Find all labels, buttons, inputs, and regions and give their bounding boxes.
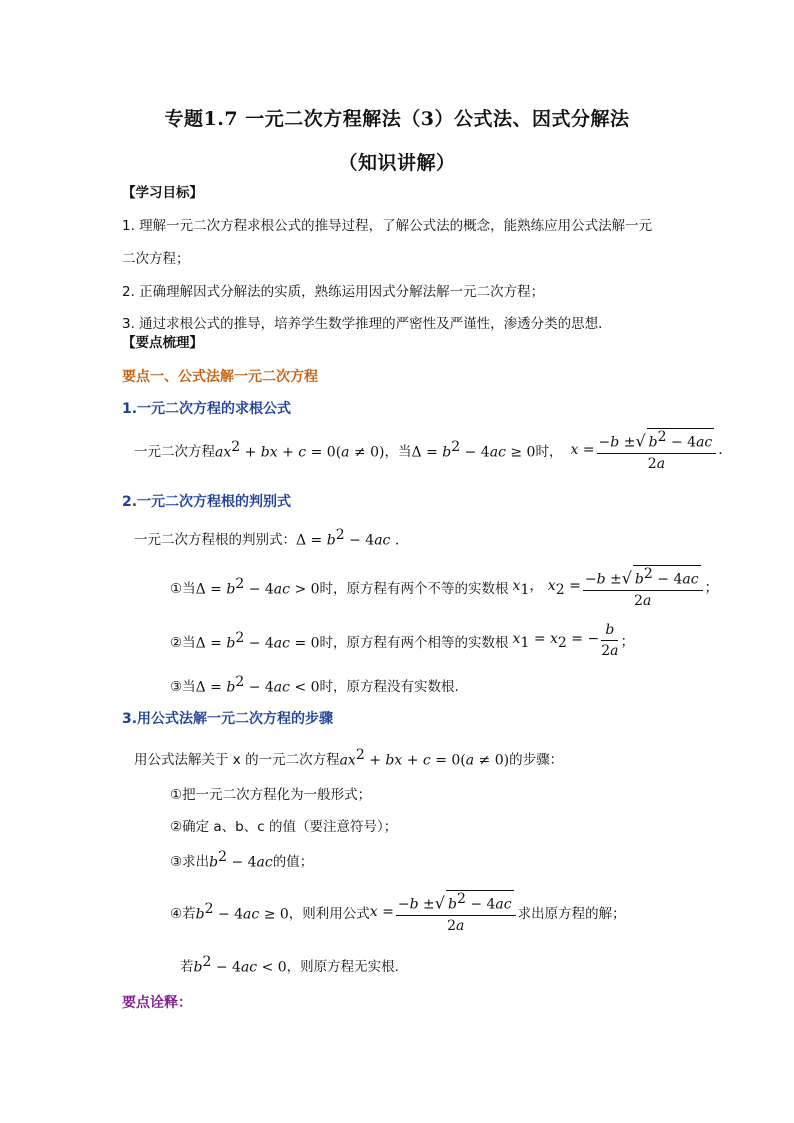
page-title: 专题1.7 一元二次方程解法（3）公式法、因式分解法 [164, 108, 630, 130]
root-formula-line: 一元二次方程 $ax^2$ + bx + c = 0(a ≠ 0) ，当 $\Delta = b^2 - 4ac \ge 0$ 时， x = $\frac{-b \pm√ b^2 - 4ac}{2a}$ . [134, 429, 723, 472]
case1-mid: 时，原方程有两个不等的实数根 [319, 580, 509, 597]
steps-post: 的步骤： [509, 751, 564, 768]
objective-2: 2. 正确理解因式分解法的实质，熟练运用因式分解法解一元二次方程； [122, 284, 545, 300]
step-3: ③求出 $b^2 - 4ac$ 的值； [170, 849, 314, 871]
objective-1a: 1. 理解一元二次方程求根公式的推导过程，了解公式法的概念，能熟练应用公式法解一元 [122, 218, 653, 234]
subheading-steps: 3.用公式法解一元二次方程的步骤 [122, 711, 334, 727]
case-equal-roots: ②当 $\Delta = b^2 - 4ac = 0$ 时，原方程有两个相等的实数根 $x_1 = x_2$ = − $\frac{b}{2a}$ ； [170, 622, 635, 659]
case1-fraction: $\frac{-b \pm√ b^2 - 4ac}{2a}$ [583, 565, 703, 609]
subheading-formula: 1.一元二次方程的求根公式 [122, 401, 292, 417]
formula-mid: ，当 [384, 443, 412, 460]
subheading-discriminant: 2.一元二次方程根的判别式 [122, 494, 292, 510]
discriminant-line [134, 527, 399, 549]
step-1: ①把一元二次方程化为一般形式； [170, 787, 372, 803]
discriminant-expression: $\Delta = b^2 - 4ac$ . [296, 527, 400, 549]
steps-pre: 用公式法解关于 x 的一元二次方程 [134, 751, 340, 768]
key-points-tag: 【要点梳理】 [122, 335, 203, 351]
key-notes-heading: 要点诠释： [122, 995, 192, 1011]
step-4: ④若 $b^2 - 4ac \ge 0$ ，则利用公式 x = $\frac{-b \pm√ b^2 - 4ac}{2a}$ 求出原方程的解； [170, 891, 626, 934]
steps-intro: 用公式法解关于 x 的一元二次方程 $ax^2$ + bx + c = 0(a ≠ 0) 的步骤： [134, 747, 564, 769]
case2-mid: 时，原方程有两个相等的实数根 [319, 634, 509, 651]
case-two-distinct-roots: ①当 $\Delta = b^2 - 4ac > 0$ 时，原方程有两个不等的实数根 $x_1$， $x_2$ = $\frac{-b \pm√ b^2 - 4ac}{2a}$ ； [170, 566, 719, 609]
step3-post: 的值； [272, 853, 314, 870]
objectives-tag: 【学习目标】 [122, 185, 203, 201]
step4-post: 求出原方程的解； [517, 905, 626, 922]
root-fraction: $\frac{-b \pm√ b^2 - 4ac}{2a}$ [597, 428, 717, 472]
root-formula: x = [570, 441, 595, 458]
case-no-real-roots: ③当 $\Delta = b^2 - 4ac < 0$ 时，原方程没有实数根. [170, 674, 459, 696]
objective-1b: 二次方程； [122, 251, 190, 267]
step4-pre: ④若 [170, 905, 196, 922]
step4-fraction: $\frac{-b \pm√ b^2 - 4ac}{2a}$ [396, 890, 516, 934]
case2-pre: ②当 [170, 634, 196, 651]
section-heading-1: 要点一、公式法解一元二次方程 [122, 369, 318, 385]
step5-post: ，则原方程无实根. [286, 958, 399, 975]
step4-mid: ，则利用公式 [288, 905, 370, 922]
discriminant-condition: $\Delta = b^2 - 4ac \ge 0$ [411, 439, 536, 461]
general-equation: $ax^2$ + bx + c = 0(a ≠ 0) [215, 439, 385, 461]
formula-when: 时， [535, 443, 563, 460]
discriminant-pre: 一元二次方程根的判别式： [134, 531, 296, 548]
step-2: ②确定 a、b、c 的值（要注意符号）； [170, 819, 398, 835]
step5-pre: 若 [180, 958, 194, 975]
step-5: 若 $b^2 - 4ac < 0$ ，则原方程无实根. [180, 954, 399, 976]
formula-pre: 一元二次方程 [134, 443, 215, 460]
case3-mid: 时，原方程没有实数根. [319, 678, 459, 695]
objective-3: 3. 通过求根公式的推导，培养学生数学推理的严密性及严谨性，渗透分类的思想． [122, 316, 612, 332]
case2-fraction: $\frac{b}{2a}$ [601, 622, 619, 659]
step3-pre: ③求出 [170, 853, 210, 870]
case1-pre: ①当 [170, 580, 196, 597]
case3-pre: ③当 [170, 678, 196, 695]
page-subtitle: （知识讲解） [338, 152, 456, 174]
